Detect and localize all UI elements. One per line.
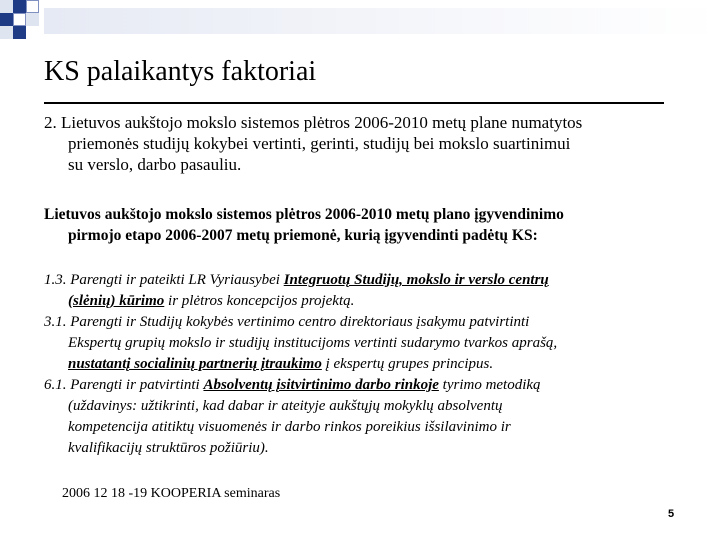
paragraph-plan-measures bbox=[44, 112, 582, 175]
title-divider bbox=[44, 102, 664, 104]
header-gradient-bar bbox=[44, 8, 720, 34]
decorative-header bbox=[0, 0, 720, 40]
text-line: priemonės studijų kokybei vertinti, gerinti, studijų bei mokslo suartinimui bbox=[68, 134, 571, 153]
list-item-continuation bbox=[44, 291, 557, 312]
text-line: Lietuvos aukštojo mokslo sistemos plėtros 2006-2010 metų plano įgyvendinimo bbox=[44, 206, 564, 223]
text-segment: tyrimo metodiką bbox=[438, 377, 541, 393]
decor-square bbox=[0, 13, 13, 26]
list-item-3-1: 3.1. Parengti ir Studijų kokybės vertinimo centro direktoriaus įsakymu patvirtinti bbox=[44, 314, 530, 330]
emphasis-text: Absolventų įsitvirtinimo darbo rinkoje bbox=[203, 377, 439, 393]
list-item-1-3 bbox=[44, 270, 557, 291]
decor-square bbox=[0, 0, 13, 13]
decor-square bbox=[13, 0, 26, 13]
decor-square bbox=[13, 26, 26, 39]
page-title: KS palaikantys faktoriai bbox=[44, 56, 317, 87]
list-item-continuation: (uždavinys: užtikrinti, kad dabar ir ateityje aukštųjų mokyklų absolventų bbox=[68, 398, 503, 414]
decor-square bbox=[13, 13, 26, 26]
decor-square bbox=[26, 0, 39, 13]
text-segment: ir plėtros koncepcijos projektą. bbox=[164, 293, 355, 309]
list-item-continuation: kvalifikacijų struktūros požiūriu). bbox=[68, 440, 269, 456]
text-line: su verslo, darbo pasauliu. bbox=[68, 155, 242, 174]
emphasis-text: (slėnių) kūrimo bbox=[68, 293, 165, 309]
list-item-continuation bbox=[44, 354, 557, 375]
text-segment: į ekspertų grupes principus. bbox=[321, 356, 494, 372]
list-item-continuation: kompetencija atitiktų visuomenės ir darbo rinkos poreikius išsilavinimo ir bbox=[68, 419, 511, 435]
emphasis-text: Integruotų Studijų, mokslo ir verslo centrų bbox=[283, 272, 549, 288]
decor-square bbox=[26, 13, 39, 26]
emphasis-text: nustatantį socialinių partnerių įtraukimo bbox=[68, 356, 322, 372]
text-line: 2. Lietuvos aukštojo mokslo sistemos plėtros 2006-2010 metų plane numatytos bbox=[44, 113, 583, 132]
list-item-6-1 bbox=[44, 375, 557, 396]
list-item-continuation: Ekspertų grupių mokslo ir studijų institucijoms vertinti sudarymo tvarkos aprašą, bbox=[68, 335, 558, 351]
page-number: 5 bbox=[668, 508, 675, 520]
text-segment: 1.3. Parengti ir pateikti LR Vyriausybei bbox=[44, 272, 284, 288]
paragraph-implementation-stage bbox=[44, 204, 564, 246]
footer-text: 2006 12 18 -19 KOOPERIA seminaras bbox=[62, 486, 281, 501]
text-segment: 6.1. Parengti ir patvirtinti bbox=[44, 377, 204, 393]
decor-square bbox=[0, 26, 13, 39]
measures-list bbox=[44, 270, 557, 459]
text-line: pirmojo etapo 2006-2007 metų priemonė, kurią įgyvendinti padėtų KS: bbox=[68, 227, 538, 244]
